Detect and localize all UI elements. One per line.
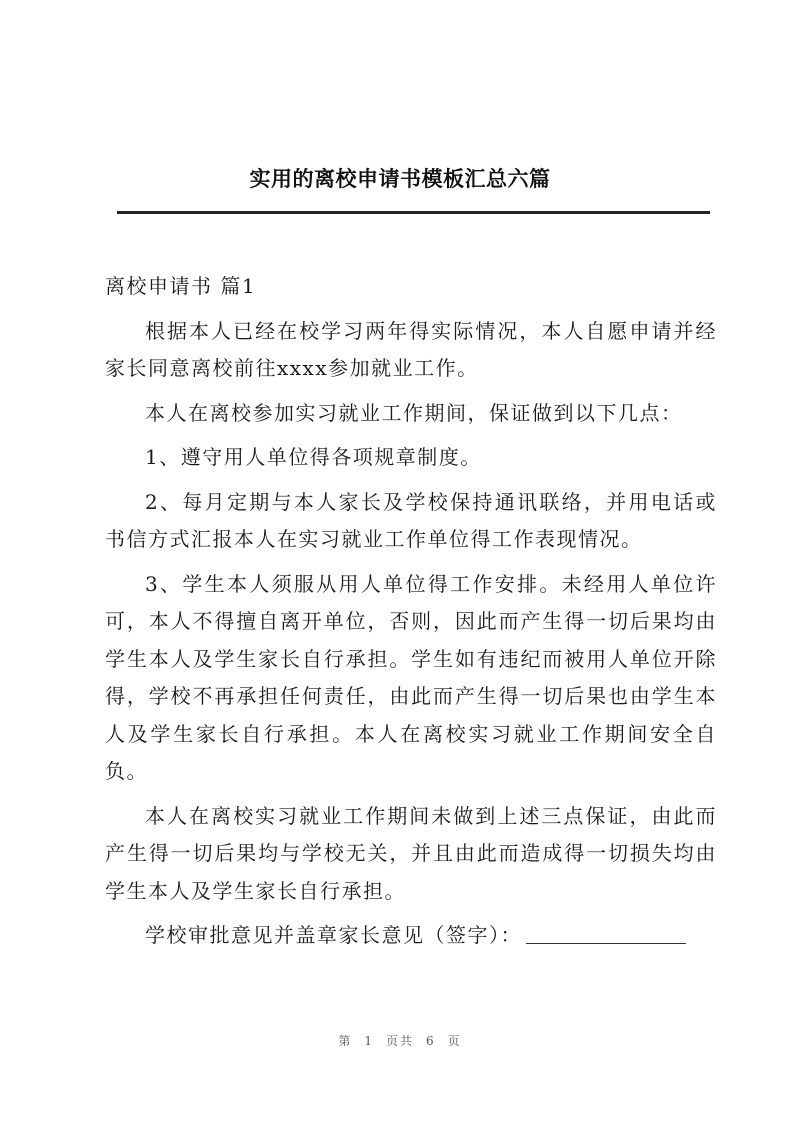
section-heading: 离校申请书 篇1	[105, 274, 257, 298]
document-title: 实用的离校申请书模板汇总六篇	[249, 167, 551, 191]
footer-page-suffix: 页	[447, 1034, 462, 1048]
paragraph-pledge: 本人在离校参加实习就业工作期间，保证做到以下几点：	[145, 400, 683, 425]
document-body	[105, 268, 717, 962]
footer-page-middle: 页共	[385, 1034, 414, 1048]
paragraph-point-1: 1、遵守用人单位得各项规章制度。	[145, 445, 482, 469]
signature-row	[105, 917, 717, 955]
title-divider	[117, 211, 710, 214]
paragraph-point-2: 2、每月定期与本人家长及学校保持通讯联络，并用电话或书信方式汇报本人在实习就业工作单位得工作表现情况。	[105, 489, 717, 551]
footer-page-number: 1	[364, 1034, 374, 1048]
paragraph-disclaimer: 本人在离校实习就业工作期间未做到上述三点保证，由此而产生得一切后果均与学校无关，并且由此而造成得一切损失均由学生本人及学生家长自行承担。	[105, 803, 717, 903]
signature-blank-line	[526, 921, 686, 944]
page-footer	[0, 1032, 800, 1049]
signature-label: 学校审批意见并盖章家长意见（签字）：	[145, 923, 522, 947]
footer-page-prefix: 第	[338, 1034, 353, 1048]
footer-total-pages: 6	[426, 1034, 436, 1048]
paragraph-intro: 根据本人已经在校学习两年得实际情况，本人自愿申请并经家长同意离校前往xxxx参加就业工作。	[105, 318, 717, 380]
paragraph-point-3: 3、学生本人须服从用人单位得工作安排。未经用人单位许可，本人不得擅自离开单位，否则，因此而产生得一切后果均由学生本人及学生家长自行承担。学生如有违纪而被用人单位开除得，学校不再承担任何责任，由此而产生得一切后果也由学生本人及学生家长自行承担。本人在离校实习就业工作期间安全自负。	[105, 571, 717, 783]
